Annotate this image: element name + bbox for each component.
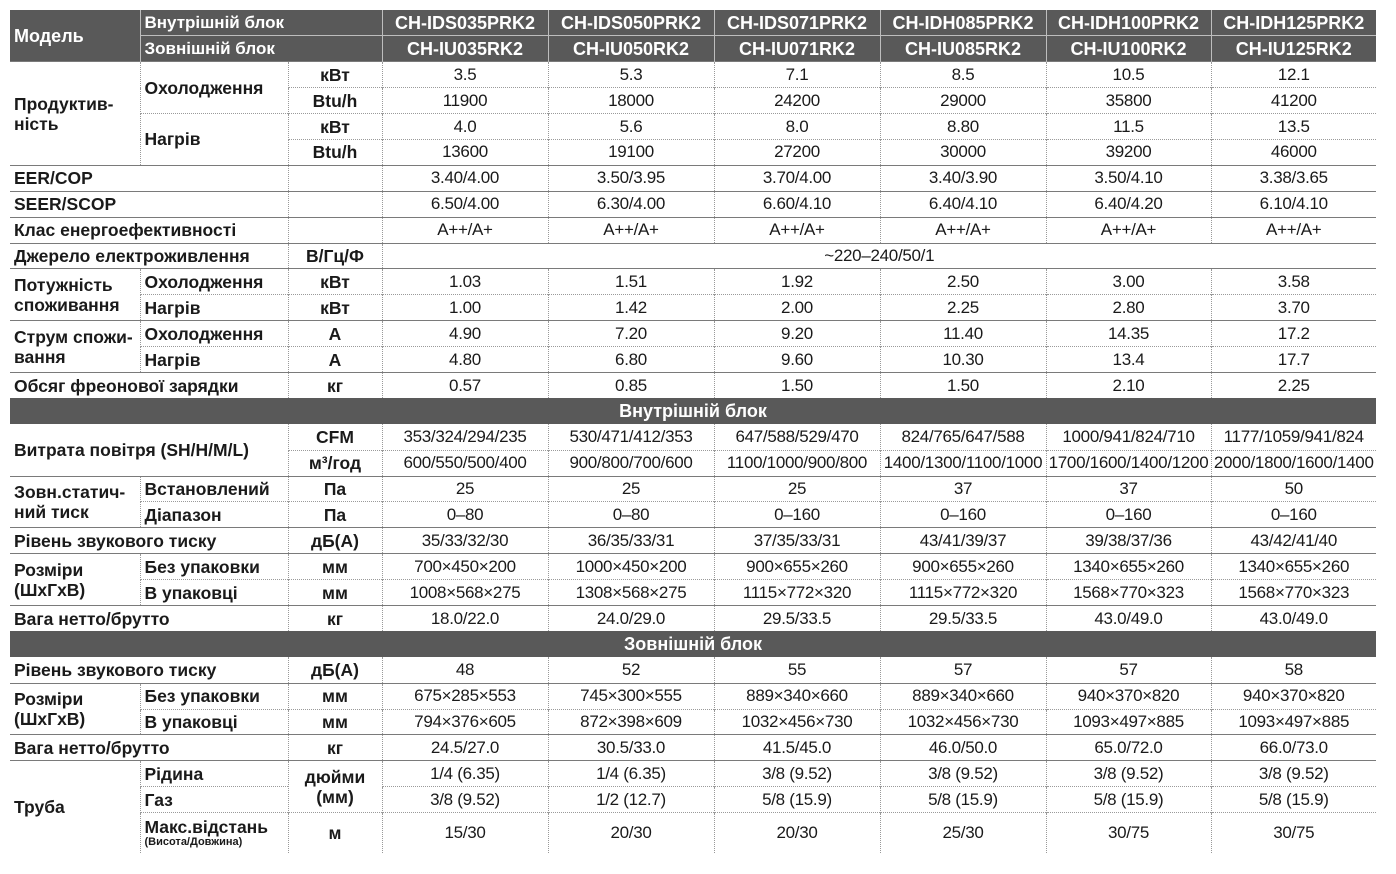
seer-row: [10, 191, 1376, 217]
cell: 1568×770×323: [1046, 580, 1211, 606]
cell: 700×450×200: [382, 554, 548, 580]
cell: 58: [1211, 657, 1376, 683]
eer-row: [10, 165, 1376, 191]
cell: 46000: [1211, 139, 1376, 165]
cell: 940×370×820: [1211, 683, 1376, 709]
spec-table: [10, 10, 1376, 853]
cell: 43.0/49.0: [1046, 605, 1211, 631]
indoor-model: CH-IDH085PRK2: [880, 10, 1046, 36]
cell: 0–80: [382, 502, 548, 528]
model-label: Модель: [10, 10, 140, 62]
unit-label: дБ(А): [288, 528, 382, 554]
table-header: [10, 10, 1376, 62]
cell: 37: [880, 476, 1046, 502]
cell: 5.6: [548, 114, 714, 140]
cell: 37: [1046, 476, 1211, 502]
cell: 900×655×260: [880, 554, 1046, 580]
indoor-weight-row: [10, 605, 1376, 631]
cell: 18000: [548, 88, 714, 114]
indoor-model: CH-IDH100PRK2: [1046, 10, 1211, 36]
cell: 19100: [548, 139, 714, 165]
cell: 1.92: [714, 269, 880, 295]
cell: 25: [382, 476, 548, 502]
cell: 600/550/500/400: [382, 450, 548, 476]
airflow-label: Витрата повітря (SH/H/M/L): [14, 439, 249, 460]
outdoor-noise-row: [10, 657, 1376, 683]
cell: 1568×770×323: [1211, 580, 1376, 606]
pipe-liquid-label: Рідина: [140, 761, 288, 787]
cell: 43/41/39/37: [880, 528, 1046, 554]
cell: 55: [714, 657, 880, 683]
cell: A++/A+: [714, 217, 880, 243]
cell: 6.80: [548, 347, 714, 373]
cell: 1/4 (6.35): [548, 761, 714, 787]
unit-label: В/Гц/Ф: [288, 243, 382, 269]
cell: 25: [548, 476, 714, 502]
cell: 824/765/647/588: [880, 424, 1046, 450]
cell: 4.90: [382, 321, 548, 347]
cell: A++/A+: [1211, 217, 1376, 243]
cell: 52: [548, 657, 714, 683]
cell: 2.50: [880, 269, 1046, 295]
cell: 8.5: [880, 62, 1046, 88]
static-installed-row: [10, 476, 1376, 502]
unit-label: Btu/h: [288, 88, 382, 114]
cell: 6.40/4.20: [1046, 191, 1211, 217]
indoor-unpacked-label: Без упаковки: [140, 554, 288, 580]
cell: 3/8 (9.52): [714, 761, 880, 787]
cell: 8.80: [880, 114, 1046, 140]
cell: 10.5: [1046, 62, 1211, 88]
cell: 36/35/33/31: [548, 528, 714, 554]
cell: 1340×655×260: [1046, 554, 1211, 580]
refrigerant-label: Обсяг фреонової зарядки: [10, 372, 288, 398]
cell: 10.30: [880, 347, 1046, 373]
cell: 12.1: [1211, 62, 1376, 88]
pipe-gas-label: Газ: [140, 787, 288, 813]
cell: 57: [880, 657, 1046, 683]
pipe-label: Труба: [10, 761, 140, 853]
unit-label: A: [288, 347, 382, 373]
perf-heating-label: Нагрів: [140, 114, 288, 166]
cell: 13.5: [1211, 114, 1376, 140]
cell: 0.85: [548, 372, 714, 398]
cell: 2.80: [1046, 295, 1211, 321]
cell: 18.0/22.0: [382, 605, 548, 631]
outdoor-size-unpacked-row: [10, 683, 1376, 709]
cell: 11.5: [1046, 114, 1211, 140]
cell: 43/42/41/40: [1211, 528, 1376, 554]
unit-label: CFM: [288, 424, 382, 450]
cell: 2.10: [1046, 372, 1211, 398]
cell: 7.20: [548, 321, 714, 347]
spec-sheet: [10, 10, 1376, 853]
cell: 30000: [880, 139, 1046, 165]
static-installed-label: Встановлений: [140, 476, 288, 502]
cell: 48: [382, 657, 548, 683]
cell: 5/8 (15.9): [880, 787, 1046, 813]
cell: 353/324/294/235: [382, 424, 548, 450]
cell: 5/8 (15.9): [1046, 787, 1211, 813]
cell: 3.50/4.10: [1046, 165, 1211, 191]
cell: 1115×772×320: [880, 580, 1046, 606]
perf-cooling-label: Охолодження: [140, 62, 288, 114]
cell: 5/8 (15.9): [1211, 787, 1376, 813]
unit-label: мм: [288, 709, 382, 735]
perf-label: Продуктив-ність: [10, 62, 140, 166]
cell: 2000/1800/1600/1400: [1211, 450, 1376, 476]
pipe-max-label: Макс.відстань: [144, 816, 269, 837]
cell: 30/75: [1211, 813, 1376, 853]
cell: 29.5/33.5: [714, 605, 880, 631]
cell: 35800: [1046, 88, 1211, 114]
cell: 3/8 (9.52): [382, 787, 548, 813]
seer-label: SEER/SCOP: [10, 191, 288, 217]
cell: A++/A+: [382, 217, 548, 243]
cell: 3.50/3.95: [548, 165, 714, 191]
cell: 0–160: [1046, 502, 1211, 528]
cell: 3.70: [1211, 295, 1376, 321]
cell: 17.2: [1211, 321, 1376, 347]
power-cool-row: [10, 269, 1376, 295]
cell: 1000×450×200: [548, 554, 714, 580]
outdoor-weight-label: Вага нетто/брутто: [10, 735, 288, 761]
cell: 940×370×820: [1046, 683, 1211, 709]
cell: 3.5: [382, 62, 548, 88]
current-cool-row: [10, 321, 1376, 347]
power-cooling-label: Охолодження: [140, 269, 288, 295]
cell: 1.42: [548, 295, 714, 321]
unit-label: мм: [288, 554, 382, 580]
indoor-size-unpacked-row: [10, 554, 1376, 580]
cell: 3.70/4.00: [714, 165, 880, 191]
cell: A++/A+: [1046, 217, 1211, 243]
cell: 6.30/4.00: [548, 191, 714, 217]
cell: 1/4 (6.35): [382, 761, 548, 787]
cell: 0–160: [714, 502, 880, 528]
energy-class-row: [10, 217, 1376, 243]
cell: 50: [1211, 476, 1376, 502]
cell: 7.1: [714, 62, 880, 88]
cell: 20/30: [714, 813, 880, 853]
outdoor-size-label: Розміри (ШхГхВ): [10, 683, 140, 735]
outdoor-section-title: Зовнішній блок: [10, 631, 1376, 657]
cell: 15/30: [382, 813, 548, 853]
cell: 1093×497×885: [1046, 709, 1211, 735]
cell: 530/471/412/353: [548, 424, 714, 450]
unit-label: кг: [288, 372, 382, 398]
pipe-unit: [288, 761, 382, 813]
power-heating-label: Нагрів: [140, 295, 288, 321]
cell: 6.50/4.00: [382, 191, 548, 217]
table-body: [10, 62, 1376, 853]
cell: 57: [1046, 657, 1211, 683]
cell: 5.3: [548, 62, 714, 88]
cell: 43.0/49.0: [1211, 605, 1376, 631]
indoor-model: CH-IDH125PRK2: [1211, 10, 1376, 36]
cell: 1/2 (12.7): [548, 787, 714, 813]
indoor-model: CH-IDS071PRK2: [714, 10, 880, 36]
outdoor-packed-label: В упаковці: [140, 709, 288, 735]
indoor-noise-label: Рівень звукового тиску: [10, 528, 288, 554]
cell: 9.20: [714, 321, 880, 347]
cell: 1400/1300/1100/1000: [880, 450, 1046, 476]
outdoor-size-packed-row: [10, 709, 1376, 735]
outdoor-noise-label: Рівень звукового тиску: [14, 659, 217, 680]
cell: 1000/941/824/710: [1046, 424, 1211, 450]
cell: 2.25: [1211, 372, 1376, 398]
unit-label: A: [288, 321, 382, 347]
cell: 29.5/33.5: [880, 605, 1046, 631]
cell: 1093×497×885: [1211, 709, 1376, 735]
eer-label: EER/COP: [10, 165, 288, 191]
current-label: Струм спожи-вання: [10, 321, 140, 373]
outdoor-weight-row: [10, 735, 1376, 761]
outdoor-model: CH-IU100RK2: [1046, 36, 1211, 62]
current-cooling-label: Охолодження: [140, 321, 288, 347]
indoor-model: CH-IDS035PRK2: [382, 10, 548, 36]
cell: 9.60: [714, 347, 880, 373]
empty-unit: [288, 191, 382, 217]
empty-unit: [288, 165, 382, 191]
cell: 6.10/4.10: [1211, 191, 1376, 217]
pipe-gas-row: [10, 787, 1376, 813]
cell: 1008×568×275: [382, 580, 548, 606]
static-range-row: [10, 502, 1376, 528]
cell: 24.0/29.0: [548, 605, 714, 631]
indoor-label: Внутрішній блок: [140, 10, 382, 36]
cell: 0.57: [382, 372, 548, 398]
cell: 3/8 (9.52): [880, 761, 1046, 787]
unit-label: кВт: [288, 62, 382, 88]
pipe-unit-inch: дюйми: [304, 766, 366, 787]
cell: 1.50: [880, 372, 1046, 398]
cell: 3.38/3.65: [1211, 165, 1376, 191]
static-range-label: Діапазон: [140, 502, 288, 528]
cell: 1115×772×320: [714, 580, 880, 606]
cell: 5/8 (15.9): [714, 787, 880, 813]
cell: 2.25: [880, 295, 1046, 321]
outdoor-unpacked-label: Без упаковки: [140, 683, 288, 709]
cell: 3/8 (9.52): [1046, 761, 1211, 787]
empty-unit: [288, 217, 382, 243]
unit-label: мм: [288, 580, 382, 606]
cell: 39200: [1046, 139, 1211, 165]
cell: 29000: [880, 88, 1046, 114]
current-heat-row: [10, 347, 1376, 373]
pipe-liquid-row: [10, 761, 1376, 787]
refrigerant-row: [10, 372, 1376, 398]
indoor-noise-row: [10, 528, 1376, 554]
power-supply-value: ~220–240/50/1: [382, 243, 1376, 269]
cell: 900×655×260: [714, 554, 880, 580]
pipe-max-cell: [140, 813, 288, 853]
outdoor-model: CH-IU125RK2: [1211, 36, 1376, 62]
unit-label: кВт: [288, 114, 382, 140]
indoor-model: CH-IDS050PRK2: [548, 10, 714, 36]
cell: 0–160: [1211, 502, 1376, 528]
unit-label: кг: [288, 605, 382, 631]
cell: 1100/1000/900/800: [714, 450, 880, 476]
cell: 4.0: [382, 114, 548, 140]
cell: 6.40/4.10: [880, 191, 1046, 217]
cell: 30.5/33.0: [548, 735, 714, 761]
cell: A++/A+: [548, 217, 714, 243]
cell: 3.40/4.00: [382, 165, 548, 191]
cell: 35/33/32/30: [382, 528, 548, 554]
energy-class-label: Клас енергоефективності: [10, 217, 288, 243]
unit-label: кВт: [288, 295, 382, 321]
outdoor-model: CH-IU071RK2: [714, 36, 880, 62]
cell: 13.4: [1046, 347, 1211, 373]
cell: 25/30: [880, 813, 1046, 853]
power-supply-label: Джерело електроживлення: [10, 243, 288, 269]
cell: 6.60/4.10: [714, 191, 880, 217]
cell: 1.00: [382, 295, 548, 321]
cell: 745×300×555: [548, 683, 714, 709]
indoor-size-packed-row: [10, 580, 1376, 606]
airflow-cfm-row: [10, 424, 1376, 450]
cell: 8.0: [714, 114, 880, 140]
outdoor-model: CH-IU050RK2: [548, 36, 714, 62]
cell: 1.03: [382, 269, 548, 295]
cell: 13600: [382, 139, 548, 165]
cell: 11900: [382, 88, 548, 114]
cell: 41200: [1211, 88, 1376, 114]
unit-label: дБ(А): [288, 657, 382, 683]
unit-label: кг: [288, 735, 382, 761]
indoor-section-header: [10, 398, 1376, 424]
indoor-weight-label: Вага нетто/брутто: [10, 605, 288, 631]
cell: 3.58: [1211, 269, 1376, 295]
outdoor-section-header: [10, 631, 1376, 657]
cell: 1.50: [714, 372, 880, 398]
unit-label: м: [288, 813, 382, 853]
cell: 4.80: [382, 347, 548, 373]
cell: 3.00: [1046, 269, 1211, 295]
cell: 3/8 (9.52): [1211, 761, 1376, 787]
indoor-size-label: Розміри (ШхГхВ): [10, 554, 140, 606]
cell: 0–160: [880, 502, 1046, 528]
cell: 24.5/27.0: [382, 735, 548, 761]
cell: 41.5/45.0: [714, 735, 880, 761]
cell: 889×340×660: [714, 683, 880, 709]
power-cons-label: Потужність споживання: [10, 269, 140, 321]
pipe-unit-mm: (мм): [316, 786, 354, 807]
power-supply-row: [10, 243, 1376, 269]
unit-label: кВт: [288, 269, 382, 295]
cell: 46.0/50.0: [880, 735, 1046, 761]
power-heat-row: [10, 295, 1376, 321]
unit-label: мм: [288, 683, 382, 709]
cell: 675×285×553: [382, 683, 548, 709]
cell: 900/800/700/600: [548, 450, 714, 476]
unit-label: Btu/h: [288, 139, 382, 165]
cell: 14.35: [1046, 321, 1211, 347]
cell: 1308×568×275: [548, 580, 714, 606]
unit-label: м³/год: [288, 450, 382, 476]
outdoor-model: CH-IU035RK2: [382, 36, 548, 62]
cell: 39/38/37/36: [1046, 528, 1211, 554]
cell: 25: [714, 476, 880, 502]
cell: 0–80: [548, 502, 714, 528]
cell: 20/30: [548, 813, 714, 853]
static-label: Зовн.статич-ний тиск: [10, 476, 140, 528]
cell: 1.51: [548, 269, 714, 295]
cell: 11.40: [880, 321, 1046, 347]
pipe-max-row: [10, 813, 1376, 853]
unit-label: Па: [288, 476, 382, 502]
cell: 889×340×660: [880, 683, 1046, 709]
cell: 872×398×609: [548, 709, 714, 735]
cell: 37/35/33/31: [714, 528, 880, 554]
unit-label: Па: [288, 502, 382, 528]
cell: 2.00: [714, 295, 880, 321]
cell: 27200: [714, 139, 880, 165]
cell: 24200: [714, 88, 880, 114]
cell: 66.0/73.0: [1211, 735, 1376, 761]
cell: 3.40/3.90: [880, 165, 1046, 191]
perf-heat-kw-row: [10, 114, 1376, 140]
pipe-max-sub: (Висота/Довжина): [144, 835, 243, 848]
cell: 794×376×605: [382, 709, 548, 735]
cell: A++/A+: [880, 217, 1046, 243]
cell: 647/588/529/470: [714, 424, 880, 450]
cell: 1177/1059/941/824: [1211, 424, 1376, 450]
outdoor-label: Зовнішній блок: [140, 36, 382, 62]
cell: 17.7: [1211, 347, 1376, 373]
cell: 1032×456×730: [880, 709, 1046, 735]
perf-cool-kw-row: [10, 62, 1376, 88]
cell: 65.0/72.0: [1046, 735, 1211, 761]
outdoor-model: CH-IU085RK2: [880, 36, 1046, 62]
indoor-section-title: Внутрішній блок: [10, 398, 1376, 424]
cell: 1700/1600/1400/1200: [1046, 450, 1211, 476]
indoor-packed-label: В упаковці: [140, 580, 288, 606]
current-heating-label: Нагрів: [140, 347, 288, 373]
cell: 1340×655×260: [1211, 554, 1376, 580]
cell: 30/75: [1046, 813, 1211, 853]
cell: 1032×456×730: [714, 709, 880, 735]
